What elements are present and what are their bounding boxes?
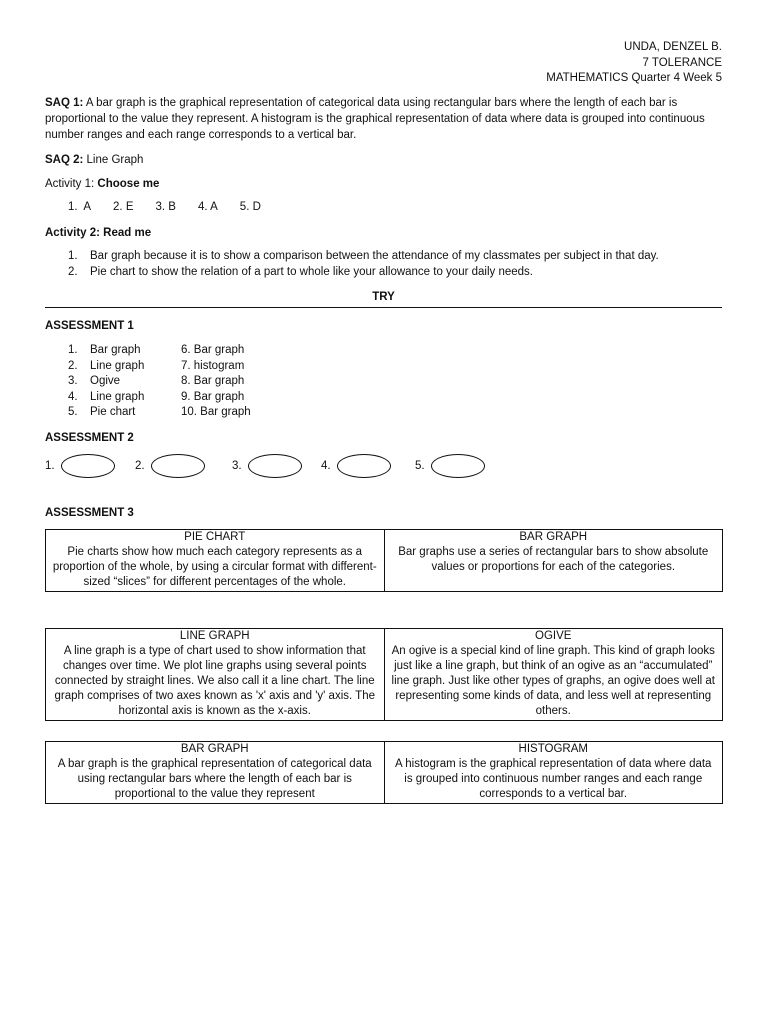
list-item (68, 405, 181, 421)
oval-number: 5. (415, 460, 425, 472)
table-cell (46, 742, 385, 804)
saq1-paragraph (45, 95, 715, 143)
activity2-list (68, 249, 659, 280)
list-item: 9. Bar graph (181, 390, 245, 403)
cell-title: HISTOGRAM (518, 743, 588, 755)
list-number: 4. (68, 390, 78, 403)
list-number: 1. (68, 250, 78, 262)
activity1-heading (45, 176, 715, 192)
list-item (68, 249, 659, 265)
activity1-label: Activity 1: (45, 178, 95, 190)
saq2-label: SAQ 2: (45, 154, 84, 166)
saq2-text: Line Graph (83, 154, 144, 166)
cell-text: Pie charts show how much each category represents as a proportion of the whole, by using a circular format with different-sized “slices” for different percentages of the whole. (52, 546, 377, 588)
table-cell (384, 530, 723, 592)
table-cell (384, 742, 723, 804)
cell-title: LINE GRAPH (179, 630, 250, 642)
table-row (46, 742, 723, 804)
oval-answer (45, 454, 115, 478)
table-row (46, 629, 723, 721)
blank-oval (337, 454, 391, 478)
try-heading: TRY (372, 291, 395, 303)
assessment1-title-text: ASSESSMENT 1 (45, 320, 134, 332)
list-number: 1. (68, 344, 78, 356)
list-text: Line graph (90, 359, 145, 372)
activity1-answer: 3. B (155, 201, 176, 213)
assessment3-title-text: ASSESSMENT 3 (45, 507, 134, 519)
list-item: 7. histogram (181, 359, 245, 372)
list-number: 2. (68, 265, 78, 278)
list-item (68, 374, 181, 390)
assessment1-answers (68, 343, 251, 421)
oval-answer (415, 454, 485, 478)
list-text: Line graph (90, 390, 145, 403)
list-item (68, 343, 181, 359)
student-header (546, 40, 722, 87)
student-section: 7 TOLERANCE (642, 56, 722, 69)
oval-number: 4. (321, 460, 331, 472)
assessment2-title-text: ASSESSMENT 2 (45, 432, 134, 444)
oval-number: 3. (232, 460, 242, 472)
list-text: Pie chart (90, 406, 136, 418)
cell-title: OGIVE (535, 630, 572, 642)
oval-number: 1. (45, 460, 55, 472)
activity1-title: Choose me (94, 178, 160, 190)
cell-text: An ogive is a special kind of line graph. This kind of graph looks just like a line graph, but think of an ogive as an “accumulated” line graph. Just like other types of graphs, an ogive does well at representing some kinds of data, and less well at representing others. (391, 645, 715, 717)
subject-line: MATHEMATICS Quarter 4 Week 5 (546, 72, 722, 84)
cell-title: BAR GRAPH (180, 743, 249, 755)
list-number: 3. (68, 375, 78, 387)
assessment2-title (45, 430, 715, 446)
assessment1-column-2 (181, 343, 251, 421)
activity1-answer: 4. A (197, 201, 218, 213)
student-name: UNDA, DENZEL B. (624, 41, 722, 53)
saq1-label: SAQ 1: (45, 97, 84, 109)
assessment1-title (45, 318, 715, 334)
cell-title: PIE CHART (184, 531, 246, 543)
oval-answer (321, 454, 391, 478)
saq2-paragraph (45, 152, 715, 168)
blank-oval (61, 454, 115, 478)
oval-number: 2. (135, 460, 145, 472)
list-item (68, 359, 181, 375)
list-item (68, 265, 659, 281)
oval-answer (232, 454, 302, 478)
oval-answer (135, 454, 205, 478)
list-text: Ogive (90, 375, 121, 387)
cell-text: A bar graph is the graphical representation of categorical data using rectangular bars where the length of each bar is proportional to the value they represent (57, 758, 372, 800)
activity1-answers (68, 201, 283, 213)
comparison-table (45, 529, 723, 592)
activity1-answer: 5. D (239, 201, 261, 213)
comparison-table (45, 741, 723, 804)
cell-title: BAR GRAPH (519, 531, 588, 543)
saq1-text: A bar graph is the graphical representation of categorical data using rectangular bars where the length of each bar is proportional to the value they represent. A histogram is the graphical representation of data where data is grouped into continuous number ranges and each range corresponds to a vertical bar. (45, 97, 705, 141)
table-cell (46, 530, 385, 592)
comparison-table (45, 628, 723, 721)
list-item (68, 390, 181, 406)
activity2-label: Activity 2: (45, 227, 100, 239)
list-item: 6. Bar graph (181, 344, 245, 356)
blank-oval (248, 454, 302, 478)
cell-text: Bar graphs use a series of rectangular bars to show absolute values or proportions for each of the categories. (398, 546, 709, 573)
list-text: Bar graph because it is to show a comparison between the attendance of my classmates per subject in that day. (90, 250, 659, 262)
activity2-title: Read me (99, 227, 152, 239)
list-text: Bar graph (90, 344, 141, 356)
section-divider (45, 307, 722, 308)
blank-oval (151, 454, 205, 478)
table-cell (46, 629, 385, 721)
assessment3-title (45, 505, 715, 521)
list-number: 2. (68, 359, 78, 372)
assessment1-column-1 (68, 343, 181, 421)
table-cell (384, 629, 723, 721)
cell-text: A line graph is a type of chart used to show information that changes over time. We plot line graphs using several points connected by straight lines. We also call it a line chart. The line graph comprises of two axes known as 'x' axis and 'y' axis. The horizontal axis is known as the x-axis. (54, 645, 375, 717)
list-item: 10. Bar graph (181, 406, 251, 418)
activity1-answer: 1. A (68, 201, 92, 213)
list-text: Pie chart to show the relation of a part to whole like your allowance to your daily needs. (90, 265, 533, 278)
table-row (46, 530, 723, 592)
cell-text: A histogram is the graphical representation of data where data is grouped into continuous number ranges and each range corresponds to a vertical bar. (395, 758, 712, 800)
list-number: 5. (68, 406, 78, 418)
activity2-heading (45, 225, 715, 241)
blank-oval (431, 454, 485, 478)
list-item: 8. Bar graph (181, 375, 245, 387)
activity1-answer: 2. E (113, 201, 134, 213)
